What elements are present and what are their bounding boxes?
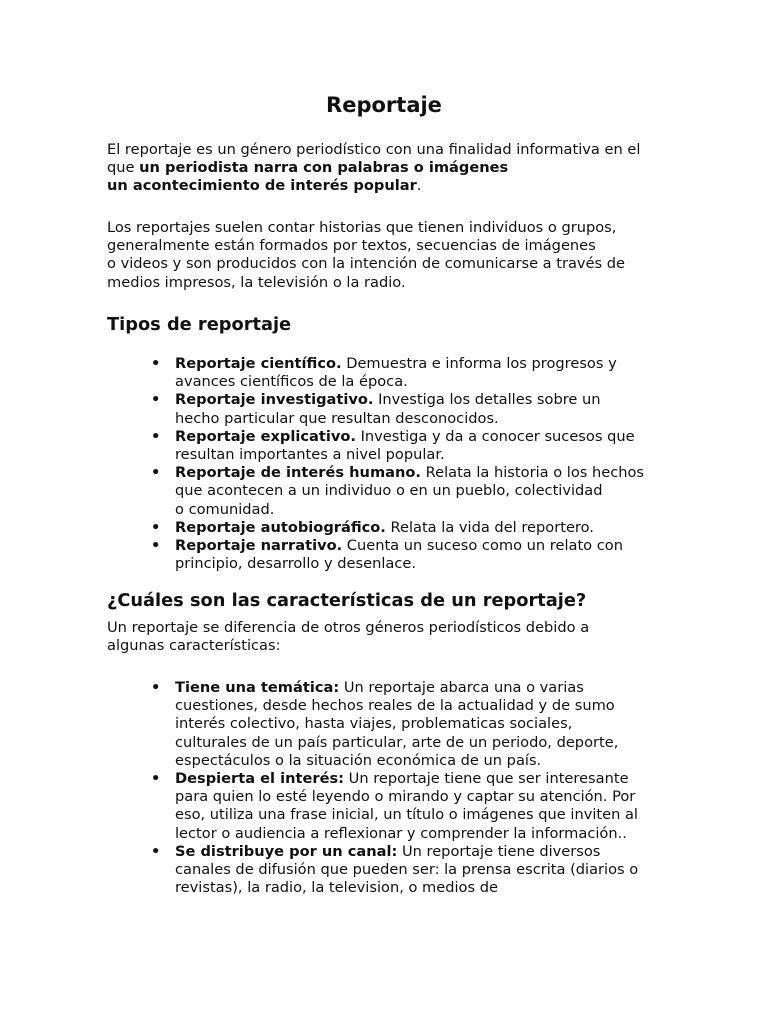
list-item-text: resultan importantes a nivel popular. [175, 446, 445, 464]
bullet-icon: • [151, 537, 161, 555]
bullet-icon: • [151, 679, 161, 696]
list-item [107, 679, 687, 770]
list-item-term: Reportaje explicativo. [175, 427, 356, 445]
bullet-icon: • [151, 355, 161, 372]
list-item [107, 537, 687, 573]
list-item-text: hecho particular que resultan desconocidos. [175, 409, 499, 427]
list-item-term: Reportaje de interés humano. [175, 464, 421, 482]
list-item-text: Investiga y da a conocer sucesos que [355, 427, 635, 445]
section-heading-caracteristicas: ¿Cuáles son las características de un reportaje? [107, 590, 587, 611]
bullet-icon: • [151, 427, 161, 445]
list-item-text: cuestiones, desde hechos reales de la actualidad y de sumo [175, 697, 615, 715]
list-item-text: Un reportaje abarca una o varias [339, 679, 584, 696]
intro-line-2-bold: un periodista narra con palabras o imágenes [139, 159, 509, 177]
tipos-list [107, 355, 687, 573]
bullet-icon: • [151, 518, 161, 536]
list-item-text: que acontecen a un individuo o en un pueblo, colectividad [175, 482, 603, 500]
list-item-text: Un reportaje tiene diversos [397, 842, 601, 860]
page-title: Reportaje [326, 93, 442, 117]
list-item-text: interés colectivo, hasta viajes, problematicas sociales, [175, 715, 573, 733]
list-item [107, 770, 687, 843]
list-item [107, 843, 687, 898]
list-item [107, 464, 687, 519]
para2-line-1: Los reportajes suelen contar historias que tienen individuos o grupos, [107, 219, 617, 236]
list-item-text: Relata la vida del reportero. [385, 518, 594, 536]
list-item-term: Se distribuye por un canal: [175, 842, 398, 860]
intro-line-2-plain: que [107, 159, 140, 177]
list-item-term: Reportaje autobiográfico. [175, 518, 386, 536]
list-item [107, 428, 687, 464]
list-item-term: Reportaje narrativo. [175, 537, 343, 555]
caracteristicas-intro [107, 619, 687, 655]
intro-line-3-bold: un acontecimiento de interés popular [107, 177, 417, 195]
list-item-text: culturales de un país particular, arte de un periodo, deporte, [175, 733, 619, 751]
para2-line-2: generalmente están formados por textos, secuencias de imágenes [107, 237, 596, 255]
list-item-text: Cuenta un suceso como un relato con [342, 537, 623, 555]
intro-paragraph [107, 141, 687, 196]
list-item-term: Reportaje científico. [175, 355, 342, 372]
caracteristicas-intro-line-1: Un reportaje se diferencia de otros géneros periodísticos debido a [107, 619, 590, 636]
list-item-text: principio, desarrollo y desenlace. [175, 555, 416, 573]
bullet-icon: • [151, 391, 161, 409]
para2-line-4: medios impresos, la televisión o la radio. [107, 273, 406, 291]
list-item-text: espectáculos o la situación económica de un país. [175, 751, 542, 769]
intro-line-3-plain: . [416, 177, 422, 195]
list-item-text: Demuestra e informa los progresos y [341, 355, 617, 372]
second-paragraph [107, 219, 687, 292]
list-item [107, 391, 687, 427]
intro-line-3 [107, 177, 687, 195]
bullet-icon: • [151, 464, 161, 482]
list-item [107, 519, 687, 537]
section-heading-tipos: Tipos de reportaje [107, 314, 292, 335]
list-item-term: Despierta el interés: [175, 770, 345, 788]
caracteristicas-intro-line-2: algunas características: [107, 637, 281, 655]
caracteristicas-list [107, 679, 687, 897]
list-item-text: lector o audiencia a reflexionar y comprender la información.. [175, 824, 627, 842]
intro-line-2 [107, 159, 687, 177]
list-item-text: avances científicos de la época. [175, 373, 408, 391]
list-item-text: eso, utiliza una frase inicial, un título o imágenes que inviten al [175, 806, 638, 824]
bullet-icon: • [151, 842, 161, 860]
para2-line-3: o videos y son producidos con la intención de comunicarse a través de [107, 255, 626, 273]
list-item-text: Investiga los detalles sobre un [373, 391, 601, 409]
list-item-term: Tiene una temática: [175, 679, 340, 696]
list-item-text: canales de difusión que pueden ser: la prensa escrita (diarios o [175, 861, 639, 879]
intro-line-1: El reportaje es un género periodístico con una finalidad informativa en el [107, 141, 641, 158]
bullet-icon: • [151, 770, 161, 788]
list-item [107, 355, 687, 391]
list-item-term: Reportaje investigativo. [175, 391, 374, 409]
list-item-text: Un reportaje tiene que ser interesante [344, 770, 629, 788]
list-item-text: para quien lo esté leyendo o mirando y captar su atención. Por [175, 788, 636, 806]
list-item-text: o comunidad. [175, 500, 275, 518]
list-item-text: Relata la historia o los hechos [420, 464, 645, 482]
list-item-text: revistas), la radio, la television, o medios de [175, 879, 498, 897]
